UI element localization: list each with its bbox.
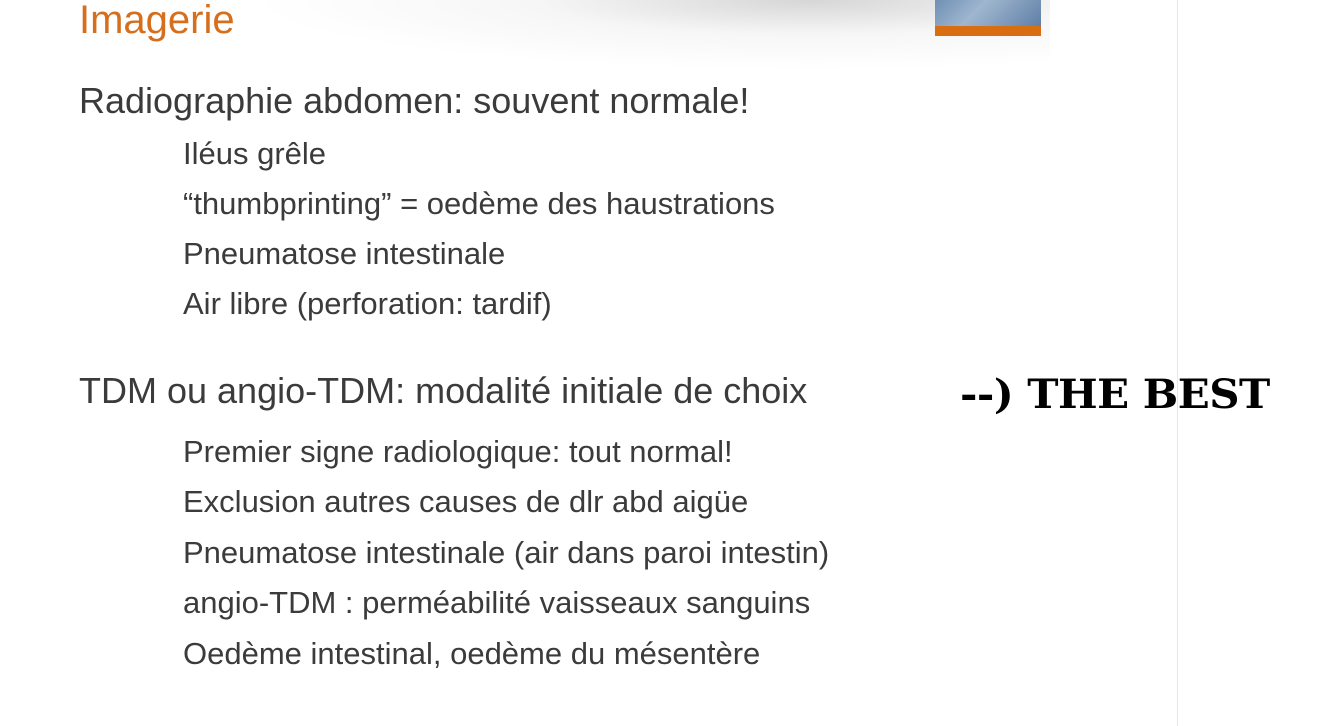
slide-title: Imagerie [79, 0, 235, 42]
bullet-item: angio-TDM : perméabilité vaisseaux sanguins [183, 585, 811, 620]
header-shading [250, 0, 1050, 70]
bullet-item: Exclusion autres causes de dlr abd aigüe [183, 484, 749, 519]
logo [935, 0, 1041, 36]
logo-accent-bar [935, 26, 1041, 36]
bullet-item: Premier signe radiologique: tout normal! [183, 434, 733, 469]
section-heading-tdm: TDM ou angio-TDM: modalité initiale de choix [79, 370, 808, 411]
annotation-the-best: --) THE BEST [960, 371, 1270, 418]
logo-image [935, 0, 1041, 26]
bullet-item: Iléus grêle [183, 136, 327, 171]
bullet-item: “thumbprinting” = oedème des haustrations [183, 186, 775, 221]
bullet-item: Air libre (perforation: tardif) [183, 286, 552, 321]
bullet-item: Pneumatose intestinale [183, 236, 506, 271]
slide-edge-divider [1177, 0, 1178, 726]
bullet-item: Oedème intestinal, oedème du mésentère [183, 636, 761, 671]
section-heading-radiographie: Radiographie abdomen: souvent normale! [79, 80, 750, 121]
bullet-item: Pneumatose intestinale (air dans paroi intestin) [183, 535, 830, 570]
